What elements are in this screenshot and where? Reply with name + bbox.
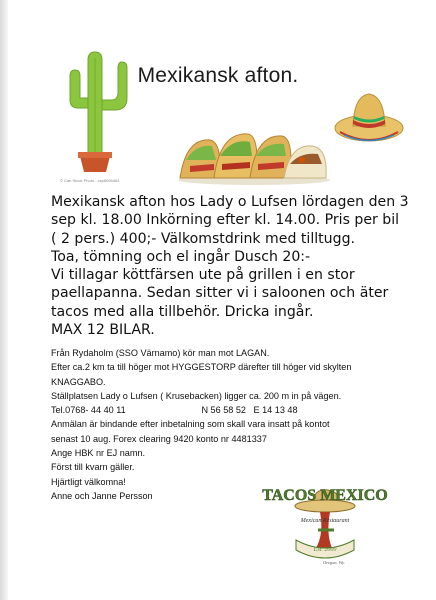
info-line: Efter ca.2 km ta till höger mot HYGGESTORP därefter till höger vid skylten bbox=[51, 362, 352, 373]
page-title: Mexikansk afton. bbox=[137, 64, 299, 87]
image-credit: © Can Stock Photo - csp8096464 bbox=[60, 178, 120, 183]
info-line: KNAGGABO. bbox=[51, 376, 106, 387]
info-line: Från Rydaholm (SSO Värnamo) kör man mot LAGAN. bbox=[51, 348, 270, 358]
info-line: Hjärtligt välkomna! bbox=[51, 476, 126, 487]
scan-edge bbox=[0, 0, 8, 600]
info-line: Ange HBK nr EJ namn. bbox=[51, 448, 146, 459]
info-line: Anmälan är bindande efter inbetalning som skall vara insatt på kontot bbox=[51, 419, 330, 430]
intro-line: paellapanna. Sedan sitter vi i saloonen och äter bbox=[51, 285, 389, 302]
intro-line: tacos med alla tillbehör. Dricka ingår. bbox=[51, 303, 314, 320]
intro-line: Toa, tömning och el ingår Dusch 20:- bbox=[51, 248, 311, 265]
intro-line: Mexikansk afton hos Lady o Lufsen lördagen den 3 bbox=[51, 194, 409, 210]
intro-line: ( 2 pers.) 400;- Välkomstdrink med tilltugg. bbox=[51, 230, 355, 247]
tacos-illustration bbox=[176, 120, 332, 186]
logo-tagline: Mexican Restaurant bbox=[300, 518, 350, 524]
info-line: Först till kvarn gäller. bbox=[51, 462, 135, 473]
info-line: Anne och Janne Persson bbox=[51, 490, 153, 501]
intro-line: sep kl. 18.00 Inkörning efter kl. 14.00. Pris per bil bbox=[51, 212, 400, 229]
tacos-mexico-logo bbox=[262, 478, 388, 570]
info-line: Ställplatsen Lady o Lufsen ( Krusebacken) ligger ca. 200 m in på vägen. bbox=[51, 390, 342, 401]
logo-name: TACOS MEXICO bbox=[262, 487, 388, 504]
intro-line: MAX 12 BILAR. bbox=[51, 322, 155, 339]
intro-text bbox=[51, 193, 431, 339]
logo-est: Est. 2000 bbox=[313, 547, 337, 553]
cactus-illustration bbox=[60, 48, 130, 178]
sombrero-illustration bbox=[334, 88, 404, 144]
info-line: Tel.0768- 44 40 11 N 56 58 52 E 14 13 48 bbox=[51, 405, 298, 416]
logo-city: Oregon, Wy. bbox=[322, 560, 346, 565]
intro-line: Vi tillagar köttfärsen ute på grillen i en stor bbox=[51, 267, 355, 284]
info-line: senast 10 aug. Forex clearing 9420 konto nr 4481337 bbox=[51, 433, 267, 444]
